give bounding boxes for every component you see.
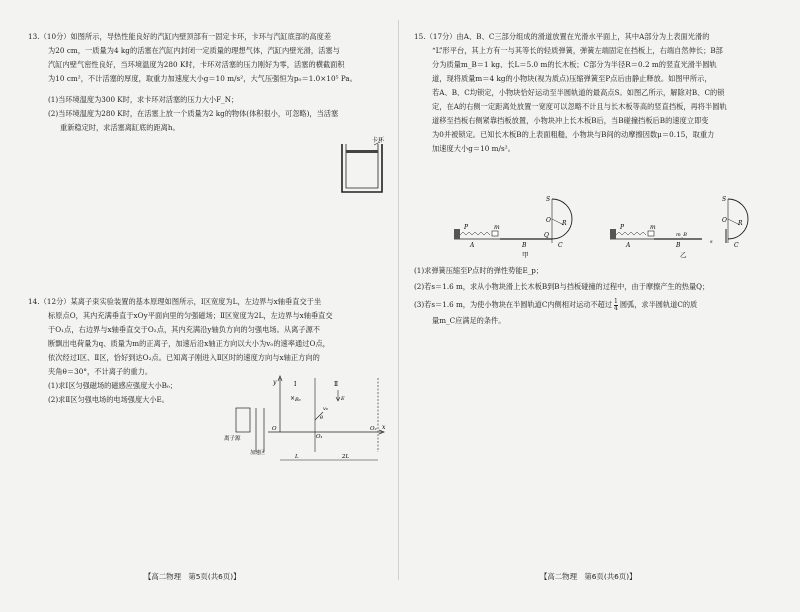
q15-line: 道移至挡板右侧紧靠挡板放置，小物块冲上长木板B后，当B碰撞挡板后B的速度立即变 (432, 116, 709, 125)
q13-line: 13.（10分）如图所示，导热性能良好的汽缸内壁顶部有一固定卡环，卡环与汽缸底部的高度差 (28, 32, 332, 41)
svg-text:P: P (464, 224, 469, 231)
svg-text:m: m (650, 224, 656, 231)
q13-line: 为20 cm，一质量为4 kg的活塞在汽缸内封闭一定质量的理想气体，汽缸内壁光滑，活塞与 (48, 46, 340, 55)
svg-text:Ⅰ: Ⅰ (294, 381, 297, 388)
svg-text:B: B (522, 242, 527, 249)
svg-text:乙: 乙 (680, 251, 687, 259)
svg-text:E: E (341, 396, 345, 402)
q13-line: 汽缸内壁气密性良好，当环境温度为280 K时，卡环对活塞的压力刚好为零，活塞的横截面积 (48, 60, 345, 69)
left-page (0, 0, 392, 612)
q15-line: 道，现将质量m＝4 kg的小物块(视为质点)压缩弹簧至P点后由静止释放。如图甲所示， (432, 74, 712, 83)
q14-part2: (2)求Ⅱ区匀强电场的电场强度大小E。 (48, 395, 169, 404)
q13-part2-cont: 重新稳定时，求活塞离缸底的距离h。 (60, 123, 180, 132)
q15-line: 若A、B、C均锁定，小物块恰好运动至半圆轨道的最高点S。如图乙所示，解除对B、C的锁 (432, 88, 725, 97)
svg-text:L: L (295, 454, 299, 460)
ion-beam-figure (220, 372, 390, 468)
q15-part2: (2)若s＝1.6 m，求从小物块滑上长木板B到B与挡板碰撞的过程中，由于摩擦产生的热量Q； (414, 282, 710, 291)
q13-part1: (1)当环境温度为300 K时，求卡环对活塞的压力大小F_N； (48, 95, 239, 104)
svg-text:B₀: B₀ (295, 397, 301, 403)
svg-text:y: y (273, 379, 277, 386)
q14-line: 14.（12分）某离子束实验装置的基本原理如图所示，Ⅰ区宽度为L，左边界与x轴垂直交于坐 (28, 297, 322, 306)
svg-text:v₀: v₀ (323, 406, 328, 412)
slide-track-figure (440, 185, 780, 261)
page-divider (398, 20, 399, 580)
svg-text:Ⅱ: Ⅱ (334, 381, 339, 388)
q14-line: 于O₁点，右边界与x轴垂直交于O₂点，其内充满沿y轴负方向的匀强电场。从离子源不 (48, 325, 321, 334)
svg-text:O₂: O₂ (370, 426, 377, 432)
q15-line: 加速度大小g＝10 m/s²。 (432, 144, 515, 153)
fraction-one-quarter: $\frac{1}{4}$ (614, 297, 618, 312)
svg-text:m: m (494, 224, 500, 231)
svg-text:Q: Q (544, 232, 549, 239)
svg-text:m_B: m_B (676, 232, 687, 238)
svg-text:离子源: 离子源 (224, 436, 241, 442)
q13-part2: (2)当环境温度为280 K时，在活塞上放一个质量为2 kg的物体(体积很小，可忽略)，当活塞 (48, 109, 339, 118)
figure-a (454, 196, 572, 259)
svg-text:O: O (546, 217, 551, 224)
q14-line: 依次经过Ⅰ区、Ⅱ区，恰好到达O₂点。已知离子刚进入Ⅱ区时的速度方向与x轴正方向的 (48, 353, 320, 362)
q14-part1: (1)求Ⅰ区匀强磁场的磁感应强度大小B₀； (48, 381, 177, 390)
q15-line: 为0并被锁定。已知长木板B的上表面粗糙，小物块与B间的动摩擦因数μ＝0.15，取重力 (432, 130, 715, 139)
svg-text:P: P (620, 224, 625, 231)
svg-text:A: A (470, 242, 475, 249)
q15-line: “L”形平台，其上方有一与其等长的轻质弹簧，弹簧左端固定在挡板上，右端自然伸长；B部 (432, 46, 723, 55)
svg-text:O: O (272, 426, 277, 432)
svg-text:θ: θ (320, 415, 324, 421)
q13-line: 为10 cm²，不计活塞的厚度，取重力加速度大小g＝10 m/s²，大气压强恒为p₀＝1.0×10⁵ Pa。 (48, 74, 357, 83)
svg-text:加速区: 加速区 (250, 450, 266, 456)
svg-text:A: A (626, 242, 631, 249)
svg-text:甲: 甲 (522, 251, 529, 259)
q15-part1: (1)求弹簧压缩至P点时的弹性势能E_p； (414, 266, 544, 275)
left-page-footer: 【高二物理 第5页(共6页)】 (144, 572, 241, 581)
svg-text:C: C (734, 242, 739, 249)
q15-line: 15.（17分）由A、B、C三部分组成的滑道放置在光滑水平面上，其中A部分为上表面光滑的 (414, 32, 710, 41)
cylinder-figure (330, 136, 394, 200)
svg-text:B: B (676, 242, 681, 249)
q15-part3: (3)若s＝1.6 m，为使小物块在半圆轨道C内侧相对运动不超过 $\frac{1}{4}$ 圆弧，求半圆轨道C的质 (414, 297, 698, 312)
q14-line: 标原点O，其内充满垂直于xOy平面向里的匀强磁场；Ⅱ区宽度为2L，左边界与x轴垂直交 (48, 311, 333, 320)
svg-text:R: R (562, 220, 567, 227)
figure-b (610, 196, 748, 259)
q15-line: 分为质量m_B＝1 kg、长L＝5.0 m的长木板；C部分为半径R＝0.2 m的竖直光滑半圆轨 (432, 60, 717, 69)
q15-line: 定，在A的右侧一定距离处放置一宽度可以忽略不计且与长木板等高的竖直挡板，再将半圆轨 (432, 102, 727, 111)
svg-text:O: O (722, 217, 727, 224)
svg-text:C: C (558, 242, 563, 249)
svg-text:S: S (546, 196, 551, 203)
svg-text:x: x (382, 424, 386, 431)
svg-text:O₁: O₁ (316, 434, 323, 440)
svg-text:×: × (290, 395, 296, 402)
q14-line: 夹角θ＝30°，不计离子的重力。 (48, 367, 153, 376)
clamp-ring-label: 卡环 (372, 137, 385, 144)
q15-part3-cont: 量m_C应满足的条件。 (432, 316, 506, 325)
q14-line: 断飘出电荷量为q、质量为m的正离子，加速后沿x轴正方向以大小为v₀的速率通过O点， (48, 339, 330, 348)
right-page-footer: 【高二物理 第6页(共6页)】 (540, 572, 637, 581)
svg-text:s: s (710, 239, 713, 245)
right-page (400, 0, 792, 612)
svg-text:2L: 2L (342, 454, 350, 460)
svg-text:R: R (738, 220, 743, 227)
svg-text:S: S (722, 196, 727, 203)
